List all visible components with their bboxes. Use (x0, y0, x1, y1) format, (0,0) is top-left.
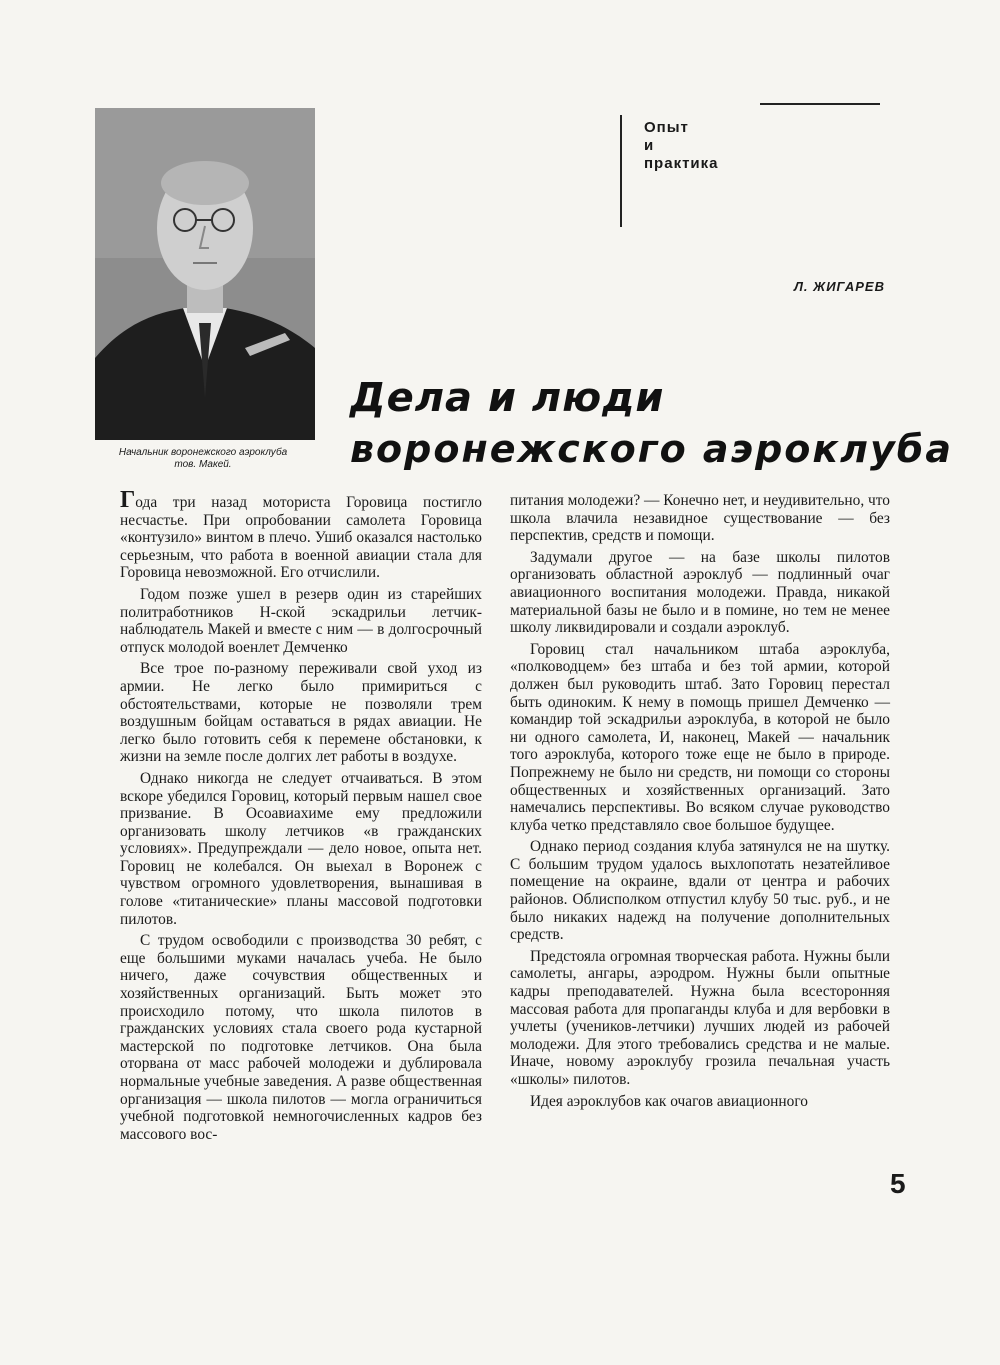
paragraph: Однако период создания клуба затянулся не на шутку. С большим трудом удалось выхлопотать незатейливое помещение на окраине, вдали от центра и рабочих районов. Облисполком отпустил клубу 50 тыс. руб., и не было никаких надежд на получение дополнительных средств. (510, 838, 890, 944)
section-rubric (620, 103, 890, 235)
paragraph: С трудом освободили с производства 30 ребят, с еще большими муками началась учеба. Не было ничего, даже сочувствия общественных и хозяйственных организаций. Быть может это происходило потому, что школа пилотов в гражданских условиях стала своего рода кустарной мастерской по подготовке летчиков. Она была оторвана от масс рабочей молодежи и дублировала нормальные учебные заведения. А разве общественная организация — школа пилотов — могла ограничиться учебной подготовкой немногочисленных кадров без массового вос- (120, 932, 482, 1143)
article-title-line-1: Дела и люди (350, 375, 665, 421)
caption-line-1: Начальник воронежского аэроклуба (118, 447, 288, 458)
rubric-label (644, 119, 719, 173)
paragraph: Задумали другое — на базе школы пилотов организовать областной аэроклуб — подлинный очаг авиационного воспитания молодежи. Правда, никакой материальной базы не было и в помине, но тем не менее школу ликвидировали и создали аэроклуб. (510, 548, 890, 637)
page-number: 5 (890, 1168, 906, 1199)
text-column-1 (120, 487, 482, 1147)
rubric-top-rule (760, 103, 880, 105)
paragraph: Горовиц стал начальником штаба аэроклуба, «полководцем» без штаба и без той армии, которой должен был руководить штаб. Зато Горовиц перестал быть одиноким. К нему в помощь пришел Демченко — командир той эскадрильи аэроклуба, в которой не было ни одного самолета, И, наконец, Макей — начальник того аэроклуба, которого тоже еще не было в природе. Попрежнему не было ни средств, ни помощи со стороны общественных и хозяйственных организаций. Зато намечались перспективы. Во всяком случае руководство клуба четко представляло свое большое будущее. (510, 640, 890, 834)
portrait-photo (95, 108, 315, 440)
portrait-image (95, 108, 315, 440)
article-title-line-2: воронежского аэроклуба (350, 427, 953, 471)
paragraph: Идея аэроклубов как очагов авиационного (530, 1092, 808, 1110)
author-name: Л. ЖИГАРЕВ (794, 279, 885, 294)
rubric-left-rule (620, 115, 622, 227)
paragraph: Предстояла огромная творческая работа. Нужны были самолеты, ангары, аэродром. Нужны были опытные кадры преподавателей. Нужна была всесторонняя массовая работа для пропаганды клуба и для вербовки в учлеты (учеников-летчики) лучших людей из рабочей молодежи. Для этого требовались средства и не малые. Иначе, новому аэроклубу грозила печальная участь «школы» пилотов. (510, 947, 890, 1088)
text-column-2 (510, 492, 890, 1114)
photo-caption (88, 447, 318, 471)
rubric-line-3: практика (644, 155, 719, 172)
paragraph-text: ода три назад моториста Горовица постигло несчастье. При опробовании самолета Горовица «контузило» винтом в плечо. Ушиб оказался настолько серьезным, что работа в военной авиации стала для Горовица невозможной. Его отчислили. (120, 494, 482, 582)
drop-cap: Г (120, 487, 136, 513)
rubric-line-2: и (644, 137, 655, 154)
rubric-line-1: Опыт (644, 119, 689, 136)
paragraph: Однако никогда не следует отчаиваться. В этом вскоре убедился Горовиц, который первым нашел свое призвание. В Осоавиахиме ему предложили организовать школу летчиков «в гражданских условиях». Предупреждали — дело новое, опыта нет. Горовиц не колебался. Он выехал в Воронеж с чувством огромного удовлетворения, вынашивая в голове «титанические» планы массовой подготовки пилотов. (120, 769, 482, 928)
paragraph: Годом позже ушел в резерв один из старейших политработников Н-ской эскадрильи летчик-наблюдатель Макей и вместе с ним — в долгосрочный отпуск молодой военлет Демченко (120, 585, 482, 656)
paragraph (120, 487, 482, 582)
paragraph: Все трое по-разному переживали свой уход из армии. Не легко было примириться с обстоятельствами, которые не позволяли трем воздушным бойцам оставаться в рядах авиации. Не легко было готовить себя к перемене обстановки, к жизни на земле после долгих лет работы в воздухе. (120, 660, 482, 766)
caption-line-2: тов. Макей. (174, 459, 232, 470)
paragraph: питания молодежи? — Конечно нет, и неудивительно, что школа влачила незавидное существование — без перспектив, средств и помощи. (510, 492, 890, 545)
